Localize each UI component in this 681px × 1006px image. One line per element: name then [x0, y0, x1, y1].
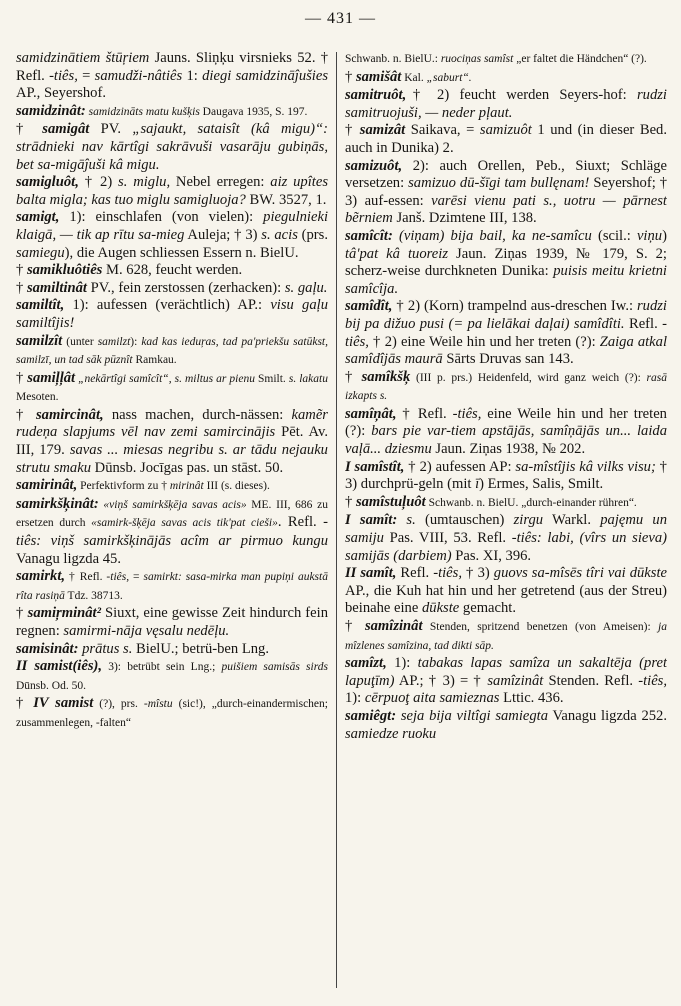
entry-text-run: samirmi-nāja vęsalu nedēļu.	[63, 623, 230, 639]
dictionary-entry	[16, 407, 328, 477]
entry-text-run: s.	[406, 512, 416, 529]
entry-text-run: eine Weile hin und her treten (?):	[345, 405, 667, 440]
entry-text-run: † 3)	[461, 565, 494, 582]
entry-text-run: (?), prs.	[93, 698, 144, 711]
entry-text-run: «viņš samirkšķēja savas acis»	[98, 498, 247, 511]
entry-text-run: nass machen, durch-nässen:	[103, 406, 292, 423]
entry-text-run: PV.	[89, 121, 133, 138]
entry-text-run: -tiês,	[106, 571, 130, 584]
entry-text-run: zirgu	[513, 512, 544, 529]
dictionary-entry	[16, 280, 328, 298]
dictionary-entry	[16, 496, 328, 568]
dictionary-entry	[345, 655, 667, 708]
dictionary-entry	[345, 369, 667, 406]
entry-text-run: † 2) (Korn) trampelnd aus-dreschen Iw.:	[392, 298, 637, 315]
right-column	[345, 50, 667, 998]
dictionary-entry	[345, 50, 667, 69]
entry-text	[16, 297, 328, 332]
entry-headword: samizuôt,	[345, 157, 403, 174]
entry-text-run: ME. III, 686 zu ersetzen durch	[16, 498, 328, 530]
entry-headword: samidzinât:	[16, 102, 86, 119]
entry-text-run: -mîstu	[143, 698, 173, 711]
entry-text-run: „sajaukt, sataisît (kâ migu)“: strādnieki nav kārtîgi sakrāvuši vasarāju gubiņās, bet sa-migāĵuši kâ migu.	[16, 121, 328, 173]
entry-text-run: tâ'pat kâ tuoreiz	[345, 245, 448, 262]
entry-text-run: dūkste	[421, 600, 460, 617]
entry-headword: I samîstît,	[345, 458, 405, 475]
entry-text	[16, 641, 328, 659]
dictionary-entry	[16, 568, 328, 605]
entry-text-run: Jaun. Ziņas 1938, № 202.	[431, 441, 586, 458]
dictionary-entry	[345, 565, 667, 618]
entry-text	[16, 407, 328, 477]
dictionary-entry	[345, 298, 667, 368]
dictionary-entry	[345, 512, 667, 565]
dictionary-entry	[345, 87, 667, 122]
entry-text-run: AP., Seyershof.	[16, 85, 106, 102]
entry-text-run: diegi samidzināĵušies	[202, 67, 328, 84]
entry-text-run: †	[16, 262, 27, 279]
entry-text-run: ) Ermes, Salis, Smilt.	[479, 476, 604, 493]
entry-text-run: Stenden. Refl.	[543, 672, 639, 689]
entry-text-run: Saikava, =	[405, 122, 480, 139]
column-divider	[336, 52, 337, 988]
entry-text-run: (sic!), „durch-einandermischen; zusammenlegen, -falten“	[16, 698, 328, 729]
entry-headword: samigluôt,	[16, 174, 79, 191]
entry-text-run: † 2) aufessen AP:	[404, 458, 516, 475]
entry-text-run: Zaiga atkal samîdîjās maurā	[345, 333, 667, 368]
entry-text-run: †	[345, 493, 356, 510]
entry-text-run: III (s. dieses).	[203, 480, 270, 493]
entry-text	[345, 122, 667, 157]
dictionary-entry	[345, 228, 667, 298]
entry-text	[345, 708, 667, 743]
entry-text-run: AP., die Kuh hat hin und her getretend (aus der Streu) beinahe eine	[345, 582, 667, 617]
entry-text-run: (III p. prs.) Heidenfeld, wird ganz weich (?):	[410, 371, 647, 384]
dictionary-entry	[16, 477, 328, 496]
entry-text-run: Pēt. Av. III, 179.	[16, 424, 328, 459]
dictionary-entry	[16, 333, 328, 370]
entry-text-run: ja mîzlenes samîzina, tad dikti sāp.	[345, 621, 667, 652]
entry-text-run: -tiês: viņš samirkšķinājās acîm ar pirmuo kungu	[16, 514, 328, 550]
entry-text-run: samirkt: sasa-mirka man pupiņi aukstā rîta rasiņā	[16, 571, 328, 602]
entry-text-run: kamẽr rudeņa slapjums vēl nav zemi samircinājis	[16, 406, 328, 441]
entry-headword: samircinât,	[35, 406, 104, 423]
entry-text	[16, 605, 328, 640]
entry-text-run: mirinât	[169, 480, 204, 493]
entry-headword: II samît,	[345, 565, 397, 582]
entry-text-run: ), die Augen schliessen Essern n. BielU.	[64, 244, 299, 261]
dictionary-entry	[345, 459, 667, 494]
dictionary-entry	[345, 406, 667, 459]
entry-text-run: puišiem samisās sirds	[221, 661, 328, 674]
entry-headword: samiļļât	[27, 369, 76, 386]
entry-text-run: prātus s.	[82, 640, 133, 657]
entry-headword: samiltît,	[16, 297, 65, 314]
dictionary-entry	[345, 494, 667, 513]
entry-headword: samišât	[355, 68, 402, 85]
dictionary-entry	[345, 708, 667, 743]
entry-text-run: sa-mîstîjis kâ vilks visu;	[515, 458, 656, 475]
entry-text	[16, 695, 328, 732]
entry-text-run: M. 628, feucht werden.	[102, 262, 243, 279]
entry-text-run: † 3) durchprü-geln (mit	[345, 458, 667, 493]
dictionary-entry	[16, 605, 328, 640]
dictionary-entry	[16, 209, 328, 262]
entry-headword: samîzt,	[345, 655, 387, 672]
entry-text-run: cērpuoţ aita samieznas	[364, 690, 500, 707]
entry-headword: samiêgt:	[345, 707, 397, 724]
entry-text-run: samidzināts matu kušķis	[85, 105, 200, 118]
entry-text-run: ī	[475, 476, 480, 493]
entry-text-run: PV., fein zerstossen (zerhacken):	[86, 279, 285, 296]
entry-text-run: s. gaļu.	[284, 279, 328, 296]
entry-text-run: Mesoten.	[16, 391, 59, 404]
entry-text-run: aiz upîtes balta migla; kas tuo miglu samigluoja?	[16, 174, 328, 208]
entry-headword: samîdît,	[345, 298, 393, 315]
entry-text-run: Nebel erregen:	[170, 174, 271, 191]
dictionary-entry	[16, 695, 328, 732]
entry-headword: I samît:	[345, 512, 398, 529]
entry-text-run: †	[345, 618, 365, 634]
entry-text-run: AP.; † 3) = †	[394, 672, 488, 689]
dictionary-entry	[16, 370, 328, 407]
entry-text-run: samudži-nâtiês	[94, 67, 183, 84]
entry-text-run: (unter	[62, 335, 98, 348]
entry-text	[345, 655, 667, 708]
left-column	[16, 50, 328, 998]
entry-text-run: Vanagu ligzda 45.	[16, 550, 121, 567]
entry-text-run: ruociņas samîst	[440, 53, 514, 65]
entry-text-run: samilzt	[97, 335, 131, 348]
entry-text-run: rasā izkapts s.	[345, 371, 667, 403]
entry-headword: II samist(iês),	[16, 658, 103, 675]
entry-text-run: Vanagu ligzda 252.	[548, 707, 667, 724]
entry-text	[345, 406, 667, 459]
entry-text	[345, 494, 667, 513]
entry-text-run: )	[662, 227, 667, 244]
entry-text-run: kad kas ieduŗas, tad pa'priekšu satūkst, samilzī, un tad sāk pūznît	[16, 335, 328, 367]
entry-text-run: 1:	[182, 67, 203, 84]
entry-text-run: rudzi samitruojuši, — neder pļaut.	[345, 87, 667, 121]
entry-text	[16, 262, 328, 280]
entry-text-run: (umtauschen)	[415, 512, 514, 529]
entry-text-run: Schwanb. n. BielU.:	[345, 53, 441, 65]
entry-text-run: Dūnsb. Od. 50.	[16, 679, 86, 692]
entry-text-run: Siuxt, eine gewisse Zeit hindurch fein regnen:	[16, 605, 328, 639]
entry-headword: samîcît:	[345, 227, 393, 244]
dictionary-entry	[16, 658, 328, 695]
entry-text	[16, 496, 328, 568]
entry-text-run: 1): einschlafen (von vielen):	[59, 209, 264, 226]
entry-text	[16, 174, 328, 209]
entry-text-run: Seyershof; † 3) auf-essen:	[345, 175, 667, 209]
entry-text-run: (scil.:	[591, 227, 637, 244]
entry-text-run: Tdz. 38713.	[64, 589, 123, 602]
dictionary-entry	[16, 174, 328, 209]
entry-text-run: piegulnieki klaigā, — tik ap rītu sa-mieg	[16, 209, 328, 243]
entry-text-run: † Refl.	[396, 405, 453, 422]
entry-text-run: 3): betrübt sein Lng.;	[102, 661, 222, 674]
entry-text-run: †	[16, 406, 36, 423]
entry-text-run: 1):	[386, 655, 418, 672]
entry-text-run: samîzinât	[487, 672, 544, 689]
entry-text-run: s. lakatu	[288, 372, 328, 385]
dictionary-entry	[345, 69, 667, 88]
entry-text	[16, 50, 328, 103]
entry-text-run: s. miglu,	[118, 174, 171, 191]
entry-text-run: †	[16, 369, 28, 386]
entry-headword: samîņât,	[345, 405, 397, 422]
entry-text-run: Stenden, spritzend benetzen (von Ameisen):	[422, 621, 659, 633]
dictionary-entry	[16, 121, 328, 174]
entry-text-run: †	[16, 695, 34, 712]
entry-text	[345, 618, 667, 655]
entry-text-run: Jauns. Sliņķu virsnieks 52. † Refl.	[16, 50, 328, 84]
entry-text-run: „saburt“.	[426, 71, 472, 84]
entry-text-run: Pas. XI, 396.	[451, 547, 532, 564]
entry-text	[345, 50, 667, 69]
entry-text-run: samizuôt	[479, 122, 532, 139]
entry-text-run: s. acis	[261, 226, 298, 243]
entry-headword: samiŗminât²	[27, 605, 101, 622]
entry-text-run: Jaun. Ziņas 1939, № 179, S. 2; scherz-weise durchkneten Dunika:	[345, 245, 667, 280]
entry-text-run: -tiês,	[638, 672, 667, 689]
entry-text-run: †	[345, 68, 356, 85]
dictionary-entry	[345, 618, 667, 655]
entry-headword: IV samist	[33, 695, 94, 712]
entry-headword: samirkt,	[16, 568, 66, 585]
entry-text	[345, 459, 667, 494]
entry-text-run: (prs.	[297, 226, 328, 243]
entry-text-run: †	[16, 121, 43, 138]
entry-text-run: guovs sa-mîsēs tîri vai dūkste	[493, 565, 667, 582]
entry-text-run: Schwanb. n. BielU. „durch-einander rühren“.	[425, 496, 637, 509]
entry-text-run: samiegu	[16, 244, 65, 261]
entry-text-run: „nekārtîgi samîcît“, s. miltus ar pienu	[75, 372, 255, 385]
entry-text-run: puisis meitu krietni samîcîja.	[345, 263, 667, 297]
entry-text	[345, 512, 667, 565]
entry-text	[16, 333, 328, 370]
entry-text-run: gemacht.	[459, 600, 517, 617]
entry-headword: samitruôt,	[345, 87, 407, 104]
entry-text-run: seja bija viltîgi samiegta	[400, 707, 549, 724]
entry-headword: samisinât:	[16, 640, 79, 657]
dictionary-entry	[16, 262, 328, 280]
entry-text	[345, 298, 667, 368]
entry-headword: samigt,	[16, 209, 60, 226]
entry-text-run: 2): auch Orellen, Peb., Siuxt; Schläge versetzen:	[345, 157, 667, 192]
entry-text-run: † 2)	[78, 174, 119, 191]
entry-text-run: Pas. VIII, 53. Refl.	[383, 530, 512, 547]
entry-headword: samizât	[359, 122, 406, 139]
dictionary-entry	[16, 297, 328, 332]
entry-text-run: . Refl.	[277, 514, 324, 531]
entry-text-run: †	[345, 122, 360, 139]
entry-text-run: viņu	[636, 227, 663, 244]
entry-text-run: Ramkau.	[132, 354, 177, 367]
entry-headword: samikluôtiês	[26, 262, 103, 279]
entry-text	[16, 280, 328, 298]
entry-text-run: Smilt.	[254, 372, 289, 385]
entry-text-run: pajęmu un samiju	[345, 512, 667, 547]
entry-text-run: Auleja; † 3)	[184, 226, 262, 243]
entry-text-run: 1 und (in dieser Bed. auch in Dunika) 2.	[345, 122, 667, 156]
entry-text	[16, 103, 328, 122]
entry-text	[16, 658, 328, 695]
entry-text-run: samizuo dū-šīgi tam bullęnam!	[408, 175, 590, 192]
entry-text-run: -tiês,	[345, 315, 667, 350]
dictionary-entry	[16, 50, 328, 103]
entry-text-run: Daugava 1935, S. 197.	[199, 105, 308, 118]
entry-text-run: BW. 3527, 1.	[245, 191, 327, 208]
entry-headword: samîzinât	[364, 618, 423, 634]
entry-text	[345, 69, 667, 88]
entry-text-run: Dūnsb. Jocīgas pas. un stāst. 50.	[91, 459, 284, 476]
entry-text-run: Refl.	[396, 565, 434, 582]
entry-text-run: 1):	[345, 690, 365, 707]
entry-text-run: Kal.	[401, 71, 427, 84]
entry-text-run: Janš. Dzimtene III, 138.	[392, 210, 537, 227]
entry-text-run: rudzi bij pa dižuo pusi (= pa lielākai daļai) samîdîti.	[345, 298, 667, 332]
entry-headword: samîstuļuôt	[355, 493, 426, 510]
entry-text-run: visu gaļu samiltîjis!	[16, 297, 328, 331]
entry-text-run: samidzinātiem štūŗiem	[16, 50, 150, 66]
entry-text-run: varēsi vienu pati s., uotru — pārnest bẽrniem	[345, 192, 667, 227]
entry-headword: samirinât,	[16, 477, 78, 494]
entry-text-run: † Refl.	[65, 571, 107, 584]
entry-text-run: „er faltet die Händchen“ (?).	[513, 53, 647, 65]
entry-text-run: =	[77, 67, 95, 84]
entry-text-run: -tiês: labi, (vîrs un sieva) samijās (darbiem)	[345, 530, 667, 564]
entry-text	[16, 477, 328, 496]
entry-text-run: bars pie var-tiem apstājās, samîņājās un... laida vaļā... dziesmu	[345, 423, 667, 458]
entry-text-run: tabakas lapas samîza un sakaltēja (pret lapuţīm)	[345, 655, 667, 689]
entry-text-run: «samirk-šķēja savas acis tik'pat cieši»	[91, 517, 278, 530]
entry-text	[345, 228, 667, 298]
entry-text	[345, 565, 667, 618]
entry-text-run: Refl.	[624, 315, 663, 332]
entry-text-run: (viņam) bija bail, ka ne-samîcu	[399, 227, 592, 244]
entry-text	[16, 121, 328, 174]
entry-headword: samilzît	[16, 332, 63, 349]
entry-text-run: Perfektivform zu †	[77, 480, 170, 493]
entry-text-run: †	[16, 605, 28, 622]
entry-text	[345, 158, 667, 228]
entry-text-run: Warkl.	[543, 512, 601, 529]
dictionary-entry	[16, 103, 328, 122]
entry-text	[16, 209, 328, 262]
entry-text-run: ):	[130, 335, 142, 348]
entry-text-run: Lttic. 436.	[499, 690, 564, 707]
entry-text-run: BielU.; betrü-ben Lng.	[132, 640, 269, 657]
entry-headword: samigât	[42, 121, 90, 138]
entry-text-run: † 2) feucht werden Seyers-hof:	[406, 87, 637, 104]
entry-text-run: Sārts Druvas san 143.	[442, 351, 574, 368]
entry-text-run: samiedze ruoku	[345, 725, 437, 742]
page-number: — 431 —	[305, 10, 376, 27]
entry-headword: samiltinât	[26, 279, 87, 296]
entry-text-run: -tiês,	[452, 405, 482, 422]
entry-headword: samîkšķ	[361, 368, 411, 385]
entry-text-run: =	[129, 571, 144, 584]
dictionary-entry	[345, 122, 667, 157]
entry-text-run: † 2) eine Weile hin und her treten (?):	[368, 333, 600, 350]
entry-text	[345, 369, 667, 406]
entry-text	[16, 370, 328, 407]
dictionary-entry	[16, 641, 328, 659]
dictionary-entry	[345, 158, 667, 228]
entry-text-run: †	[345, 368, 362, 385]
entry-headword: samirkšķinât:	[16, 495, 99, 512]
entry-text-run: -tiês,	[49, 67, 78, 84]
entry-text-run: 1): aufessen (verächtlich) AP.:	[64, 297, 271, 314]
entry-text	[345, 87, 667, 122]
entry-text-run: †	[16, 279, 27, 296]
entry-text-run: savas ... miesas negribu s. ar tādu nejauku strutu smaku	[16, 442, 328, 476]
entry-text	[16, 568, 328, 605]
entry-text-run: -tiês,	[433, 565, 462, 582]
